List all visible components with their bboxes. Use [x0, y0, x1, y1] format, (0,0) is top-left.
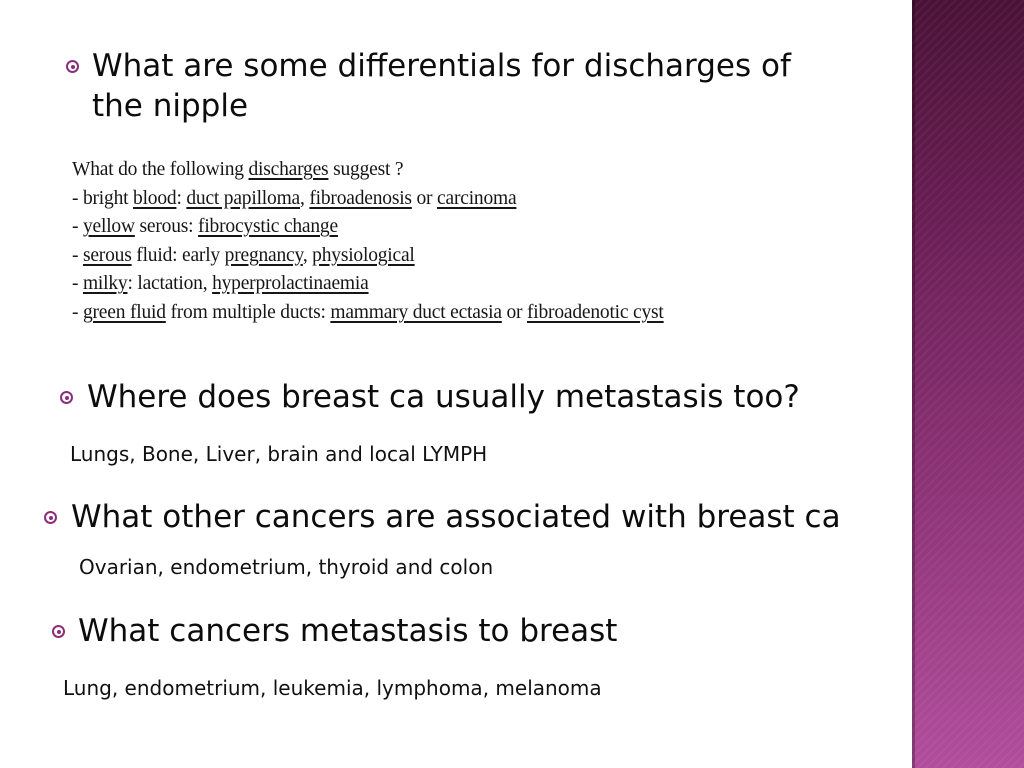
scan-heading [72, 156, 842, 185]
scan-underlined-text: yellow [82, 216, 135, 238]
scan-line-green-fluid [72, 299, 842, 328]
scan-text: serous: [134, 216, 199, 238]
scan-underlined-text: fibroadenotic cyst [527, 301, 664, 323]
scan-text: , [302, 244, 313, 266]
bullet-circled-dot-icon [60, 391, 73, 404]
scan-text: suggest ? [328, 159, 404, 180]
scan-line-bright-blood [72, 185, 842, 214]
scan-text: from multiple ducts: [165, 301, 331, 323]
scan-text: - bright [72, 187, 134, 209]
scan-text: - [72, 301, 83, 323]
answer-cancers-to-breast: Lung, endometrium, leukemia, lymphoma, melanoma [63, 676, 602, 700]
question-metastasis-sites: Where does breast ca usually metastasis too? [87, 379, 800, 415]
scan-underlined-text: blood [133, 187, 177, 209]
scan-underlined-text: mammary duct ectasia [330, 301, 502, 323]
question-associated-cancers: What other cancers are associated with breast ca [71, 499, 841, 535]
scan-underlined-text: green fluid [82, 301, 166, 323]
bullet-circled-dot-icon [44, 511, 57, 524]
scan-underlined-text: pregnancy [224, 244, 303, 266]
scan-text: : lactation, [127, 273, 213, 295]
scan-text: or [501, 301, 527, 323]
bullet-circled-dot-icon [66, 60, 79, 73]
question-nipple-discharge [92, 46, 791, 126]
scan-text: What do the following [72, 159, 249, 180]
scan-underlined-text: duct papilloma [186, 187, 300, 209]
scan-underlined-text: milky [82, 273, 128, 295]
decorative-sidebar [912, 0, 1024, 768]
scan-line-yellow [72, 213, 842, 242]
scan-underlined-text: hyperprolactinaemia [212, 273, 369, 295]
scan-text: - [72, 273, 83, 295]
scan-text: : [176, 187, 187, 209]
scan-underlined-text: discharges [248, 159, 329, 180]
scan-text: - [72, 216, 83, 238]
scan-text: - [72, 244, 83, 266]
scan-underlined-text: fibrocystic change [198, 216, 338, 238]
scan-underlined-text: physiological [312, 244, 415, 266]
question-line: the nipple [92, 88, 249, 124]
scan-underlined-text: fibroadenosis [309, 187, 412, 209]
scan-underlined-text: serous [82, 244, 132, 266]
scan-text: , [300, 187, 310, 209]
scan-line-milky [72, 270, 842, 299]
scan-text: or [411, 187, 438, 209]
question-cancers-to-breast: What cancers metastasis to breast [78, 613, 618, 649]
scan-line-serous [72, 242, 842, 271]
answer-associated-cancers: Ovarian, endometrium, thyroid and colon [79, 555, 494, 579]
question-line: What are some differentials for discharges of [92, 48, 791, 84]
answer-metastasis-sites: Lungs, Bone, Liver, brain and local LYMPH [70, 442, 488, 466]
scan-text: fluid: early [131, 244, 225, 266]
bullet-circled-dot-icon [52, 625, 65, 638]
scanned-discharge-notes [72, 156, 842, 336]
scan-underlined-text: carcinoma [437, 187, 517, 209]
